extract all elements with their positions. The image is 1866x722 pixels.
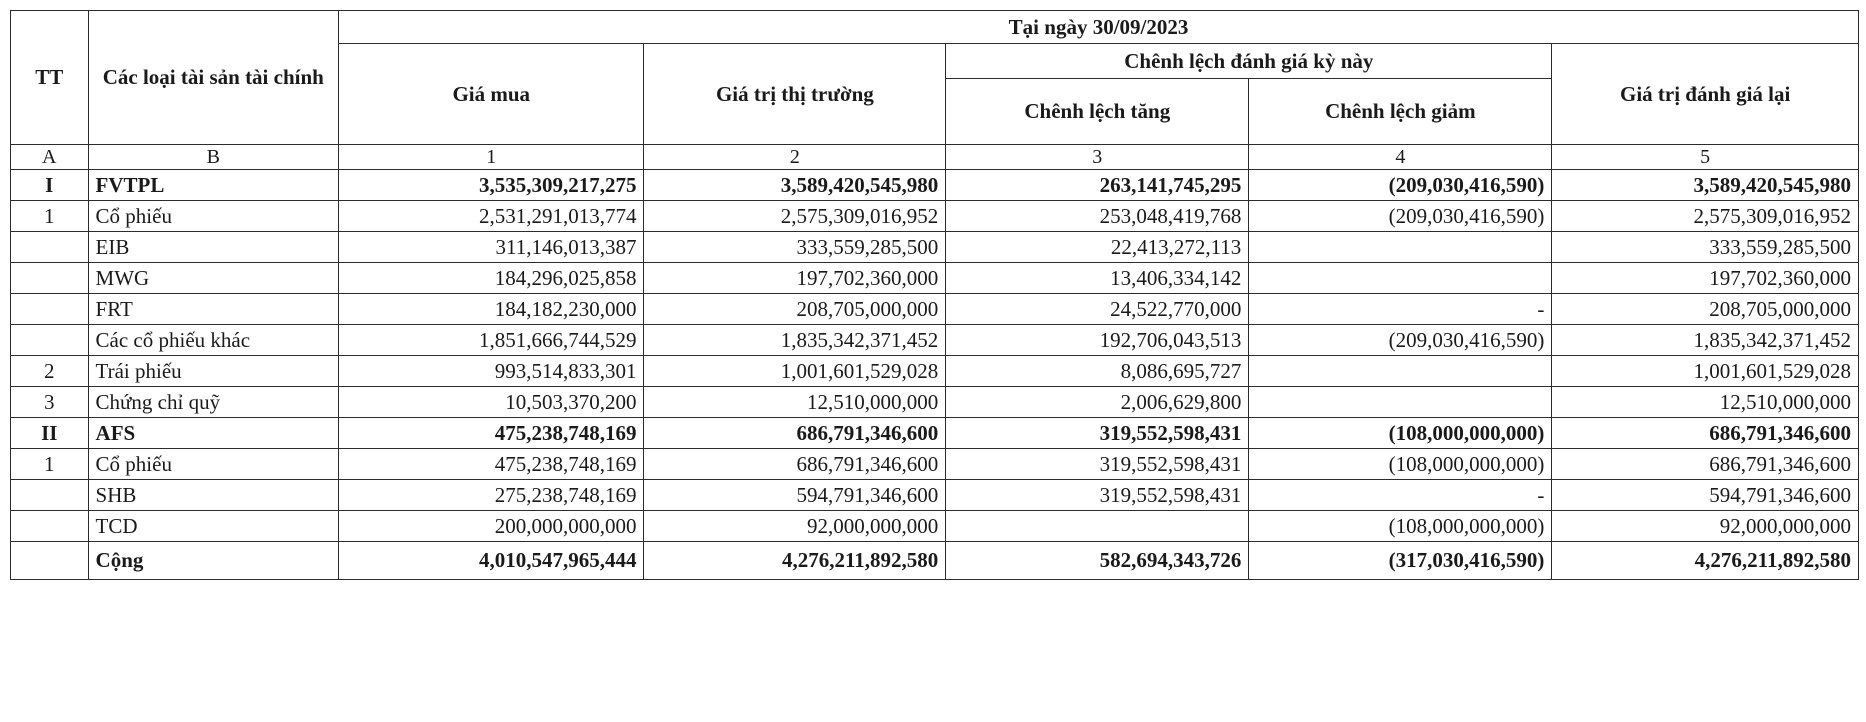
cell-revalued: 594,791,346,600 — [1552, 480, 1859, 511]
cell-purchase: 475,238,748,169 — [339, 449, 644, 480]
cell-name: Cộng — [88, 542, 339, 580]
cell-purchase: 184,296,025,858 — [339, 263, 644, 294]
index-cell: 3 — [946, 145, 1249, 170]
cell-decrease: (108,000,000,000) — [1249, 418, 1552, 449]
cell-increase: 24,522,770,000 — [946, 294, 1249, 325]
cell-decrease — [1249, 232, 1552, 263]
cell-revalued: 2,575,309,016,952 — [1552, 201, 1859, 232]
cell-purchase: 275,238,748,169 — [339, 480, 644, 511]
cell-tt — [11, 542, 89, 580]
cell-tt: 1 — [11, 449, 89, 480]
cell-increase: 319,552,598,431 — [946, 449, 1249, 480]
table-row — [11, 263, 1859, 294]
cell-tt — [11, 263, 89, 294]
cell-revalued: 4,276,211,892,580 — [1552, 542, 1859, 580]
cell-increase: 192,706,043,513 — [946, 325, 1249, 356]
cell-name: SHB — [88, 480, 339, 511]
cell-increase — [946, 511, 1249, 542]
table-row-afs — [11, 418, 1859, 449]
cell-purchase: 475,238,748,169 — [339, 418, 644, 449]
cell-increase: 582,694,343,726 — [946, 542, 1249, 580]
cell-market: 208,705,000,000 — [644, 294, 946, 325]
cell-name: Các cổ phiếu khác — [88, 325, 339, 356]
cell-market: 1,001,601,529,028 — [644, 356, 946, 387]
cell-tt: 1 — [11, 201, 89, 232]
cell-decrease: (209,030,416,590) — [1249, 201, 1552, 232]
column-index-row — [11, 145, 1859, 170]
cell-name: Cổ phiếu — [88, 201, 339, 232]
cell-purchase: 993,514,833,301 — [339, 356, 644, 387]
cell-decrease: - — [1249, 294, 1552, 325]
cell-revalued: 12,510,000,000 — [1552, 387, 1859, 418]
header-asset-type: Các loại tài sản tài chính — [88, 11, 339, 145]
cell-tt — [11, 480, 89, 511]
cell-increase: 263,141,745,295 — [946, 170, 1249, 201]
cell-tt: II — [11, 418, 89, 449]
cell-market: 1,835,342,371,452 — [644, 325, 946, 356]
index-cell: A — [11, 145, 89, 170]
cell-purchase: 1,851,666,744,529 — [339, 325, 644, 356]
cell-increase: 13,406,334,142 — [946, 263, 1249, 294]
cell-market: 12,510,000,000 — [644, 387, 946, 418]
financial-assets-table — [10, 10, 1859, 580]
cell-name: Chứng chỉ quỹ — [88, 387, 339, 418]
cell-increase: 319,552,598,431 — [946, 480, 1249, 511]
cell-market: 92,000,000,000 — [644, 511, 946, 542]
cell-decrease — [1249, 263, 1552, 294]
cell-revalued: 92,000,000,000 — [1552, 511, 1859, 542]
cell-market: 2,575,309,016,952 — [644, 201, 946, 232]
cell-revalued: 1,835,342,371,452 — [1552, 325, 1859, 356]
cell-purchase: 10,503,370,200 — [339, 387, 644, 418]
cell-purchase: 2,531,291,013,774 — [339, 201, 644, 232]
table-row — [11, 449, 1859, 480]
cell-name: Cổ phiếu — [88, 449, 339, 480]
table-header — [11, 11, 1859, 170]
cell-name: EIB — [88, 232, 339, 263]
cell-purchase: 3,535,309,217,275 — [339, 170, 644, 201]
cell-tt — [11, 325, 89, 356]
header-date-group: Tại ngày 30/09/2023 — [339, 11, 1859, 44]
cell-purchase: 184,182,230,000 — [339, 294, 644, 325]
cell-market: 686,791,346,600 — [644, 418, 946, 449]
header-purchase-price: Giá mua — [339, 44, 644, 145]
cell-market: 686,791,346,600 — [644, 449, 946, 480]
header-tt: TT — [11, 11, 89, 145]
cell-purchase: 311,146,013,387 — [339, 232, 644, 263]
table-row — [11, 511, 1859, 542]
cell-revalued: 686,791,346,600 — [1552, 418, 1859, 449]
cell-decrease: (209,030,416,590) — [1249, 170, 1552, 201]
cell-market: 3,589,420,545,980 — [644, 170, 946, 201]
table-row — [11, 232, 1859, 263]
cell-revalued: 197,702,360,000 — [1552, 263, 1859, 294]
cell-revalued: 3,589,420,545,980 — [1552, 170, 1859, 201]
cell-increase: 253,048,419,768 — [946, 201, 1249, 232]
cell-increase: 8,086,695,727 — [946, 356, 1249, 387]
cell-purchase: 200,000,000,000 — [339, 511, 644, 542]
cell-decrease: (108,000,000,000) — [1249, 449, 1552, 480]
cell-revalued: 333,559,285,500 — [1552, 232, 1859, 263]
index-cell: 5 — [1552, 145, 1859, 170]
cell-increase: 2,006,629,800 — [946, 387, 1249, 418]
cell-market: 197,702,360,000 — [644, 263, 946, 294]
table-row-total — [11, 542, 1859, 580]
cell-market: 333,559,285,500 — [644, 232, 946, 263]
cell-purchase: 4,010,547,965,444 — [339, 542, 644, 580]
index-cell: 1 — [339, 145, 644, 170]
cell-decrease — [1249, 356, 1552, 387]
header-decrease: Chênh lệch giảm — [1249, 79, 1552, 145]
table-row — [11, 356, 1859, 387]
index-cell: B — [88, 145, 339, 170]
cell-tt: 2 — [11, 356, 89, 387]
cell-revalued: 686,791,346,600 — [1552, 449, 1859, 480]
cell-decrease: - — [1249, 480, 1552, 511]
cell-tt — [11, 294, 89, 325]
cell-tt: I — [11, 170, 89, 201]
cell-tt: 3 — [11, 387, 89, 418]
cell-tt — [11, 232, 89, 263]
table-body — [11, 170, 1859, 580]
header-diff-group: Chênh lệch đánh giá kỳ này — [946, 44, 1552, 79]
header-increase: Chênh lệch tăng — [946, 79, 1249, 145]
cell-name: FVTPL — [88, 170, 339, 201]
cell-market: 594,791,346,600 — [644, 480, 946, 511]
cell-revalued: 208,705,000,000 — [1552, 294, 1859, 325]
table-row — [11, 387, 1859, 418]
cell-tt — [11, 511, 89, 542]
cell-decrease — [1249, 387, 1552, 418]
index-cell: 4 — [1249, 145, 1552, 170]
cell-decrease: (317,030,416,590) — [1249, 542, 1552, 580]
cell-name: FRT — [88, 294, 339, 325]
cell-increase: 319,552,598,431 — [946, 418, 1249, 449]
header-market-value: Giá trị thị trường — [644, 44, 946, 145]
table-row — [11, 325, 1859, 356]
cell-name: TCD — [88, 511, 339, 542]
cell-revalued: 1,001,601,529,028 — [1552, 356, 1859, 387]
index-cell: 2 — [644, 145, 946, 170]
cell-name: Trái phiếu — [88, 356, 339, 387]
table-row — [11, 201, 1859, 232]
table-row-fvtpl — [11, 170, 1859, 201]
cell-market: 4,276,211,892,580 — [644, 542, 946, 580]
cell-decrease: (108,000,000,000) — [1249, 511, 1552, 542]
table-row — [11, 480, 1859, 511]
cell-increase: 22,413,272,113 — [946, 232, 1249, 263]
header-revalued-value: Giá trị đánh giá lại — [1552, 44, 1859, 145]
cell-name: MWG — [88, 263, 339, 294]
cell-name: AFS — [88, 418, 339, 449]
cell-decrease: (209,030,416,590) — [1249, 325, 1552, 356]
table-row — [11, 294, 1859, 325]
